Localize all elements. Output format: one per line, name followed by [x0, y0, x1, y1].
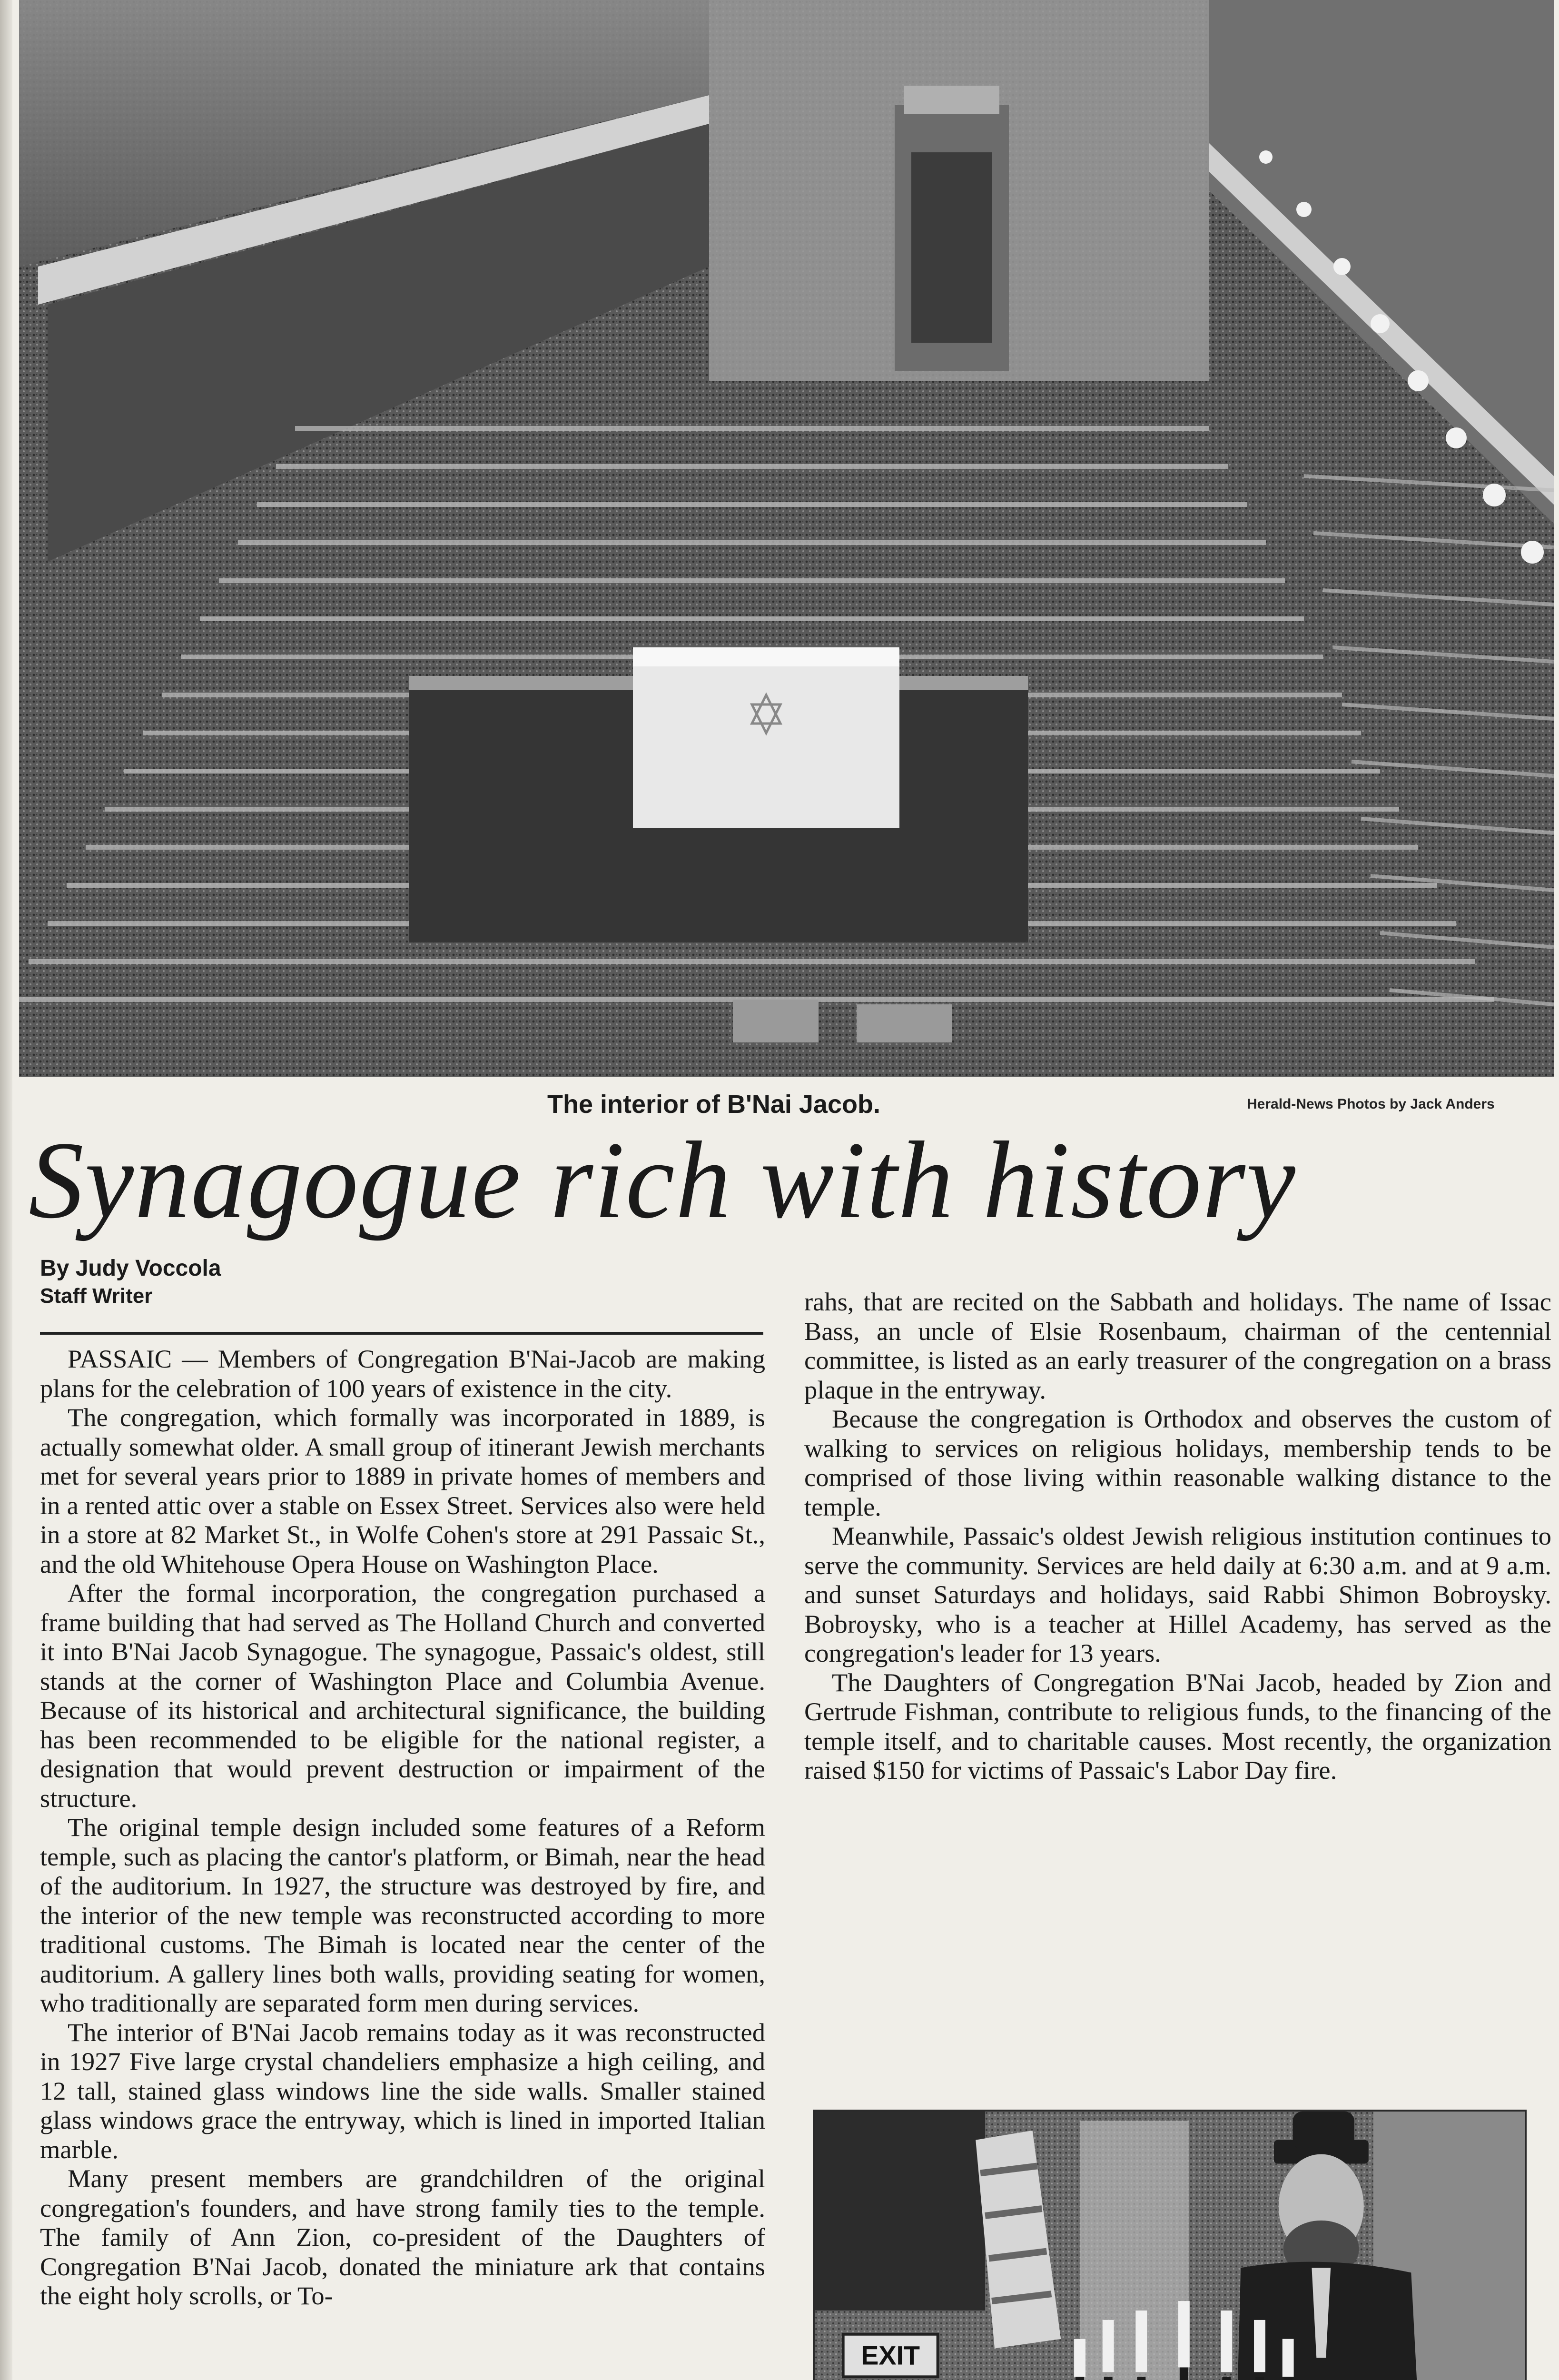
paragraph: PASSAIC — Members of Congregation B'Nai-Jacob are making plans for the celebration of 100 years of existence in the city. — [40, 1344, 765, 1403]
clipping-edge — [0, 0, 12, 2380]
photo-credit: Herald-News Photos by Jack Anders — [1247, 1096, 1495, 1112]
paragraph: The interior of B'Nai Jacob remains today as it was reconstructed in 1927 Five large crystal chandeliers emphasize a high ceiling, and 12 tall, stained glass windows line the side walls. Smaller stained glass windows grace the entryway, which is lined in imported Italian marble. — [40, 2017, 765, 2164]
paragraph: The congregation, which formally was incorporated in 1889, is actually somewhat older. A small group of itinerant Jewish merchants met for several years prior to 1889 in private homes of members and in a rented attic over a stable on Essex Street. Services also were held in a store at 82 Market St., in Wolfe Cohen's store at 291 Passaic St., and the old Whitehouse Opera House on Washington Place. — [40, 1403, 765, 1578]
synagogue-interior-illustration — [19, 0, 1554, 1077]
paragraph: The original temple design included some features of a Reform temple, such as placing the cantor's platform, or Bimah, near the head of the auditorium. In 1927, the structure was destroyed by fire, and the interior of the new temple was reconstructed according to more traditional customs. The Bimah is located near the center of the auditorium. A gallery lines both walls, providing seating for women, who traditionally are separated form men during services. — [40, 1813, 765, 2017]
paragraph: rahs, that are recited on the Sabbath and holidays. The name of Issac Bass, an uncle of Elsie Rosenbaum, chairman of the centennial committee, is listed as an early treasurer of the congregation on a brass plaque in the entryway. — [804, 1287, 1551, 1404]
article-column-right — [804, 1287, 1551, 2096]
byline-title: Staff Writer — [40, 1284, 153, 1308]
exit-sign-text: EXIT — [861, 2340, 920, 2370]
rabbi-photo-illustration — [815, 2112, 1525, 2380]
paragraph: Many present members are grandchildren of the original congregation's founders, and have strong family ties to the temple. The family of Ann Zion, co-president of the Daughters of Congregation B'Nai Jacob, donated the miniature ark that contains the eight holy scrolls, or To- — [40, 2164, 765, 2310]
headline: Synagogue rich with history — [29, 1119, 1296, 1241]
synagogue-interior-photo — [19, 0, 1554, 1077]
rabbi-photo — [813, 2110, 1527, 2380]
paragraph: Because the congregation is Orthodox and observes the custom of walking to services on religious holidays, membership tends to be comprised of those living within reasonable walking distance to the temple. — [804, 1404, 1551, 1521]
paragraph: The Daughters of Congregation B'Nai Jacob, headed by Zion and Gertrude Fishman, contribute to religious funds, to the financing of the temple itself, and to charitable causes. Most recently, the organization raised $150 for victims of Passaic's Labor Day fire. — [804, 1667, 1551, 1785]
byline — [40, 1255, 754, 1310]
top-photo-caption: The interior of B'Nai Jacob. — [547, 1090, 880, 1119]
byline-author: By Judy Voccola — [40, 1256, 221, 1281]
byline-rule — [40, 1332, 763, 1335]
paragraph: After the formal incorporation, the congregation purchased a frame building that had served as The Holland Church and converted it into B'Nai Jacob Synagogue. The synagogue, Passaic's oldest, still stands at the corner of Washington Place and Columbia Avenue. Because of its historical and architectural significance, the building has been recommended to be eligible for the national register, a designation that would prevent destruction or impairment of the structure. — [40, 1578, 765, 1813]
article-column-left — [40, 1344, 765, 2380]
paragraph: Meanwhile, Passaic's oldest Jewish religious institution continues to serve the community. Services are held daily at 6:30 a.m. and at 9 a.m. and sunset Saturdays and holidays, said Rabbi Shimon Bobroysky. Bobroysky, who is a teacher at Hillel Academy, has served as the congregation's leader for 13 years. — [804, 1521, 1551, 1667]
